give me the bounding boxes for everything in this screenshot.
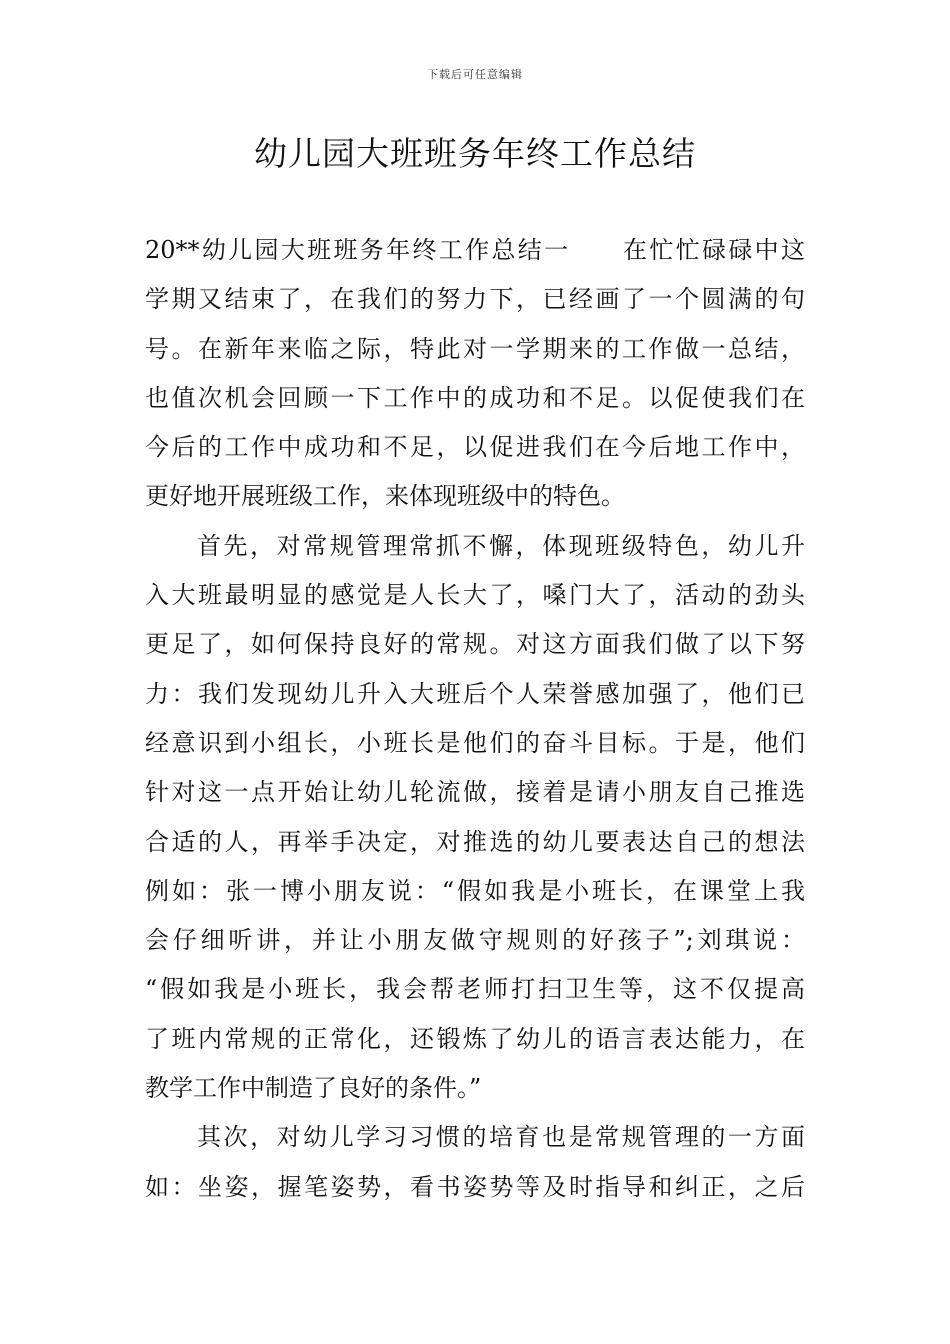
body-line: 针对这一点开始让幼儿轮流做，接着是请小朋友自己推选 <box>145 778 805 807</box>
body-line: 更足了，如何保持良好的常规。对这方面我们做了以下努 <box>145 630 805 659</box>
body-line: 20**幼儿园大班班务年终工作总结一 在忙忙碌碌中这 <box>145 236 805 264</box>
body-line: 号。在新年来临之际，特此对一学期来的工作做一总结， <box>145 334 805 363</box>
document-body <box>145 226 805 1212</box>
body-line: 了班内常规的正常化，还锻炼了幼儿的语言表达能力，在 <box>145 1024 805 1053</box>
body-line: 其次，对幼儿学习习惯的培育也是常规管理的一方面 <box>197 1123 805 1152</box>
body-line: 入大班最明显的感觉是人长大了，嗓门大了，活动的劲头 <box>145 581 805 610</box>
document-title: 幼儿园大班班务年终工作总结 <box>254 134 696 173</box>
body-line: 经意识到小组长，小班长是他们的奋斗目标。于是，他们 <box>145 728 805 757</box>
body-line: 会仔细听讲，并让小朋友做守规则的好孩子”;刘琪说： <box>145 926 805 955</box>
body-line: 如：坐姿，握笔姿势，看书姿势等及时指导和纠正，之后 <box>145 1172 805 1201</box>
body-line: 学期又结束了，在我们的努力下，已经画了一个圆满的句 <box>145 285 805 314</box>
body-line: 首先，对常规管理常抓不懈，体现班级特色，幼儿升 <box>197 531 805 560</box>
body-line: 合适的人，再举手决定，对推选的幼儿要表达自己的想法 <box>145 827 805 856</box>
body-line: 例如：张一博小朋友说：“假如我是小班长，在课堂上我 <box>145 876 805 905</box>
body-line: 更好地开展班级工作，来体现班级中的特色。 <box>145 482 625 511</box>
body-line: “假如我是小班长，我会帮老师打扫卫生等，这不仅提高 <box>145 975 805 1004</box>
body-line: 今后的工作中成功和不足，以促进我们在今后地工作中， <box>145 433 805 462</box>
header-note: 下载后可任意编辑 <box>427 68 523 81</box>
body-line: 教学工作中制造了良好的条件。” <box>145 1074 482 1103</box>
body-line: 力：我们发现幼儿升入大班后个人荣誉感加强了，他们已 <box>145 679 805 708</box>
body-line: 也值次机会回顾一下工作中的成功和不足。以促使我们在 <box>145 383 805 412</box>
